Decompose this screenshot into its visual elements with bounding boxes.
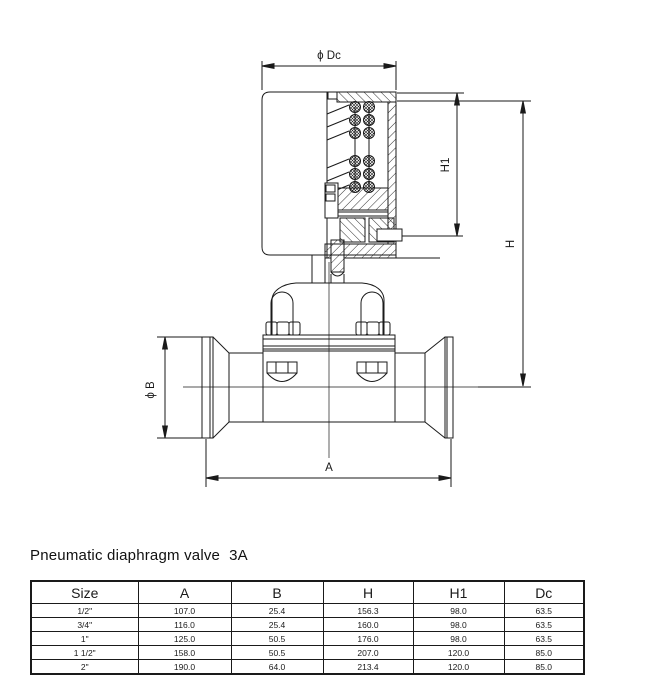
drawing-title-text: Pneumatic diaphragm valve bbox=[30, 547, 221, 564]
table-cell: 1 1/2" bbox=[31, 646, 138, 660]
valve-body-section bbox=[202, 337, 453, 438]
table-cell: 63.5 bbox=[504, 632, 584, 646]
table-row bbox=[31, 604, 584, 618]
table-cell: 64.0 bbox=[231, 660, 323, 675]
dim-label-h: H bbox=[505, 239, 517, 249]
actuator-section bbox=[262, 92, 463, 283]
column-header-size: Size bbox=[31, 581, 138, 604]
table-cell: 116.0 bbox=[138, 618, 231, 632]
table-cell: 176.0 bbox=[323, 632, 413, 646]
drawing-title bbox=[30, 547, 248, 564]
column-header-a: A bbox=[138, 581, 231, 604]
table-cell: 156.3 bbox=[323, 604, 413, 618]
column-header-h1: H1 bbox=[413, 581, 504, 604]
table-cell: 107.0 bbox=[138, 604, 231, 618]
table-cell: 85.0 bbox=[504, 660, 584, 675]
dim-label-dc: ϕ Dc bbox=[317, 50, 341, 62]
dim-label-b: ϕ B bbox=[145, 381, 157, 399]
table-cell: 25.4 bbox=[231, 604, 323, 618]
column-header-b: B bbox=[231, 581, 323, 604]
column-header-h: H bbox=[323, 581, 413, 604]
table-cell: 3/4" bbox=[31, 618, 138, 632]
column-header-dc: Dc bbox=[504, 581, 584, 604]
table-cell: 25.4 bbox=[231, 618, 323, 632]
table-cell: 158.0 bbox=[138, 646, 231, 660]
dim-label-h1: H1 bbox=[440, 157, 452, 173]
table-cell: 125.0 bbox=[138, 632, 231, 646]
table-row bbox=[31, 660, 584, 675]
table-cell: 98.0 bbox=[413, 604, 504, 618]
table-row bbox=[31, 618, 584, 632]
table-cell: 190.0 bbox=[138, 660, 231, 675]
table-cell: 120.0 bbox=[413, 646, 504, 660]
drawing-title-code: 3A bbox=[229, 547, 248, 564]
table-cell: 207.0 bbox=[323, 646, 413, 660]
table-row bbox=[31, 632, 584, 646]
table-cell: 50.5 bbox=[231, 646, 323, 660]
table-cell: 120.0 bbox=[413, 660, 504, 675]
table-cell: 63.5 bbox=[504, 604, 584, 618]
table-cell: 160.0 bbox=[323, 618, 413, 632]
table-cell: 85.0 bbox=[504, 646, 584, 660]
table-cell: 50.5 bbox=[231, 632, 323, 646]
table-cell: 98.0 bbox=[413, 618, 504, 632]
table-cell: 98.0 bbox=[413, 632, 504, 646]
table-cell: 1" bbox=[31, 632, 138, 646]
table-cell: 63.5 bbox=[504, 618, 584, 632]
table-cell: 1/2" bbox=[31, 604, 138, 618]
table-cell: 2" bbox=[31, 660, 138, 675]
table-cell: 213.4 bbox=[323, 660, 413, 675]
dim-label-a: A bbox=[325, 462, 333, 474]
dimension-spec-table bbox=[30, 580, 585, 675]
table-header-row bbox=[31, 581, 584, 604]
table-row bbox=[31, 646, 584, 660]
